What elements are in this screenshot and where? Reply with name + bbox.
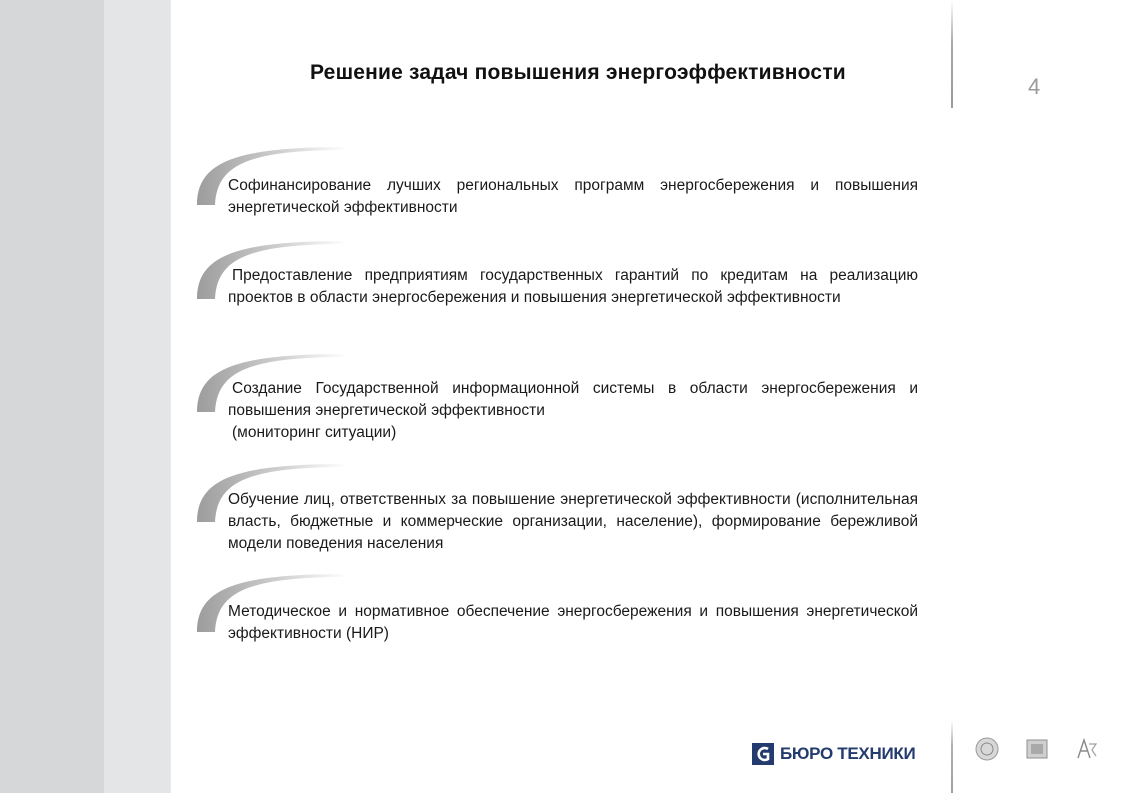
list-item-text: Предоставление предприятиям государственных гарантий по кредитам на реализацию проектов в области энергосбережения и повышения энергетической эффективности — [228, 267, 918, 306]
company-logo — [752, 741, 915, 767]
list-item — [197, 354, 922, 454]
certification-mark-icon — [1024, 736, 1050, 762]
certification-badge — [1074, 736, 1100, 776]
list-item — [197, 464, 922, 564]
list-item-line: (мониторинг ситуации) — [232, 424, 397, 441]
list-item — [197, 241, 922, 341]
list-item — [197, 147, 922, 227]
list-item-line: Создание Государственной информационной системы в области энергосбережения и повышения энергетической эффективности — [228, 380, 918, 419]
side-band-light — [104, 0, 171, 793]
side-band — [0, 0, 104, 793]
certification-badge — [974, 736, 1000, 776]
slide-title: Решение задач повышения энергоэффективности — [310, 61, 846, 84]
footer-divider — [951, 720, 953, 793]
title-divider — [951, 0, 953, 108]
list-item — [197, 574, 922, 654]
certification-badge — [1024, 736, 1050, 776]
list-item-text: Методическое и нормативное обеспечение энергосбережения и повышения энергетической эффективности (НИР) — [228, 603, 918, 642]
slide-number: 4 — [1028, 74, 1041, 99]
certification-seal-icon — [974, 736, 1000, 762]
company-logo-icon — [752, 743, 774, 765]
list-item-text: Обучение лиц, ответственных за повышение энергетической эффективности (исполнительная власть, бюджетные и коммерческие организации, население), формирование бережливой модели поведения населения — [228, 491, 918, 552]
company-logo-text: БЮРО ТЕХНИКИ — [780, 744, 916, 763]
certification-logo-icon — [1074, 736, 1100, 762]
list-item-text — [228, 378, 918, 444]
list-item-text: Софинансирование лучших региональных программ энергосбережения и повышения энергетической эффективности — [228, 177, 918, 216]
